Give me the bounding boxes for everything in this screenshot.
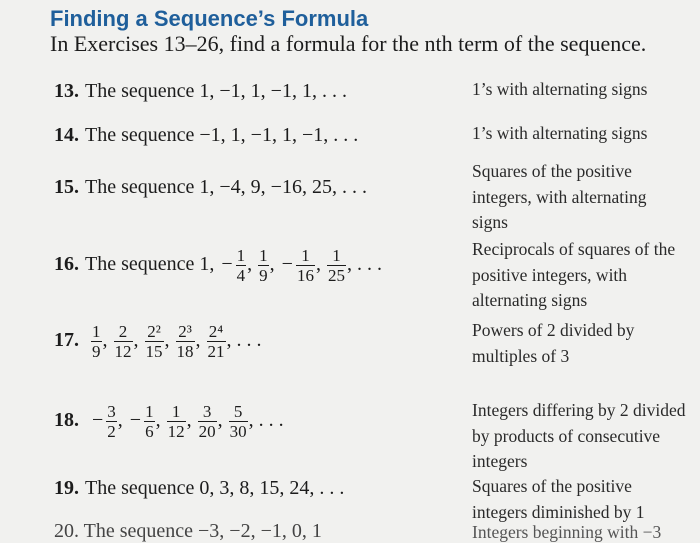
exercise-text: The sequence 1, −1, 1, −1, 1, . . . <box>85 80 347 102</box>
exercise-16: 16. The sequence 1, − $\frac{1}{4}$ , $\frac{1}{9}$ , − $\frac{1}{16}$ , $\frac{1}{25}$ , . . . <box>54 246 382 285</box>
fraction: $\frac{1}{9}$ <box>259 246 268 285</box>
fraction: $\frac{\text{2³}}{18}$ <box>176 322 194 361</box>
exercise-number: 14. <box>54 124 79 146</box>
fraction: $\frac{1}{16}$ <box>296 246 314 285</box>
exercise-20-cutoff: 20. The sequence −3, −2, −1, 0, 1 <box>54 520 322 542</box>
exercise-18: 18. − $\frac{3}{2}$ , − $\frac{1}{6}$ , $\frac{1}{12}$ , $\frac{3}{20}$ , $\frac{5}{30}$ , . . . <box>54 402 284 441</box>
hint-16: Reciprocals of squares of the positive integers, with alternating signs <box>472 239 676 311</box>
exercise-15 <box>54 176 367 199</box>
fraction: $\frac{1}{4}$ <box>236 246 246 285</box>
exercise-number: 19. <box>54 477 79 499</box>
exercise-number: 13. <box>54 80 79 102</box>
fraction: $\frac{1}{12}$ <box>167 402 185 441</box>
exercise-19 <box>54 477 344 500</box>
exercise-number: 15. <box>54 176 79 198</box>
hint-15: Squares of the positive integers, with alternating signs <box>472 161 647 233</box>
exercise-text: The sequence 0, 3, 8, 15, 24, . . . <box>85 477 345 499</box>
exercise-number: 16. <box>54 253 79 276</box>
fraction: $\frac{3}{20}$ <box>198 402 216 441</box>
hint-13: 1’s with alternating signs <box>472 79 648 99</box>
exercise-text: The sequence 1, <box>85 253 215 276</box>
hint-19: Squares of the positive integers diminished by 1 <box>472 476 645 522</box>
hint-20-cutoff: Integers beginning with −3 <box>472 522 662 542</box>
exercise-text: The sequence −1, 1, −1, 1, −1, . . . <box>85 124 359 146</box>
fraction: $\frac{2}{12}$ <box>114 322 132 361</box>
hint-14: 1’s with alternating signs <box>472 123 648 143</box>
hint-17: Powers of 2 divided by multiples of 3 <box>472 320 635 366</box>
exercise-number: 18. <box>54 409 79 432</box>
fraction: $\frac{1}{9}$ <box>92 322 101 361</box>
section-heading: Finding a Sequence’s Formula <box>50 6 369 31</box>
exercise-17: 17. $\frac{1}{9}$ , $\frac{2}{12}$ , $\frac{\text{2²}}{15}$ , $\frac{\text{2³}}{18}$ , $\frac{\text{2⁴}}{21}$ , . . . <box>54 322 262 361</box>
fraction: $\frac{3}{2}$ <box>107 402 116 441</box>
exercise-number: 17. <box>54 329 79 352</box>
exercise-13 <box>54 80 347 103</box>
instructions: In Exercises 13–26, find a formula for the nth term of the sequence. <box>50 31 647 56</box>
fraction: $\frac{1}{6}$ <box>145 402 154 441</box>
exercise-text: The sequence 1, −4, 9, −16, 25, . . . <box>85 176 367 198</box>
fraction: $\frac{1}{25}$ <box>327 246 345 285</box>
hint-18: Integers differing by 2 divided by products of consecutive integers <box>472 400 686 472</box>
fraction: $\frac{\text{2²}}{15}$ <box>145 322 163 361</box>
fraction: $\frac{\text{2⁴}}{21}$ <box>207 322 225 361</box>
exercise-14 <box>54 124 358 147</box>
fraction: $\frac{5}{30}$ <box>229 402 247 441</box>
